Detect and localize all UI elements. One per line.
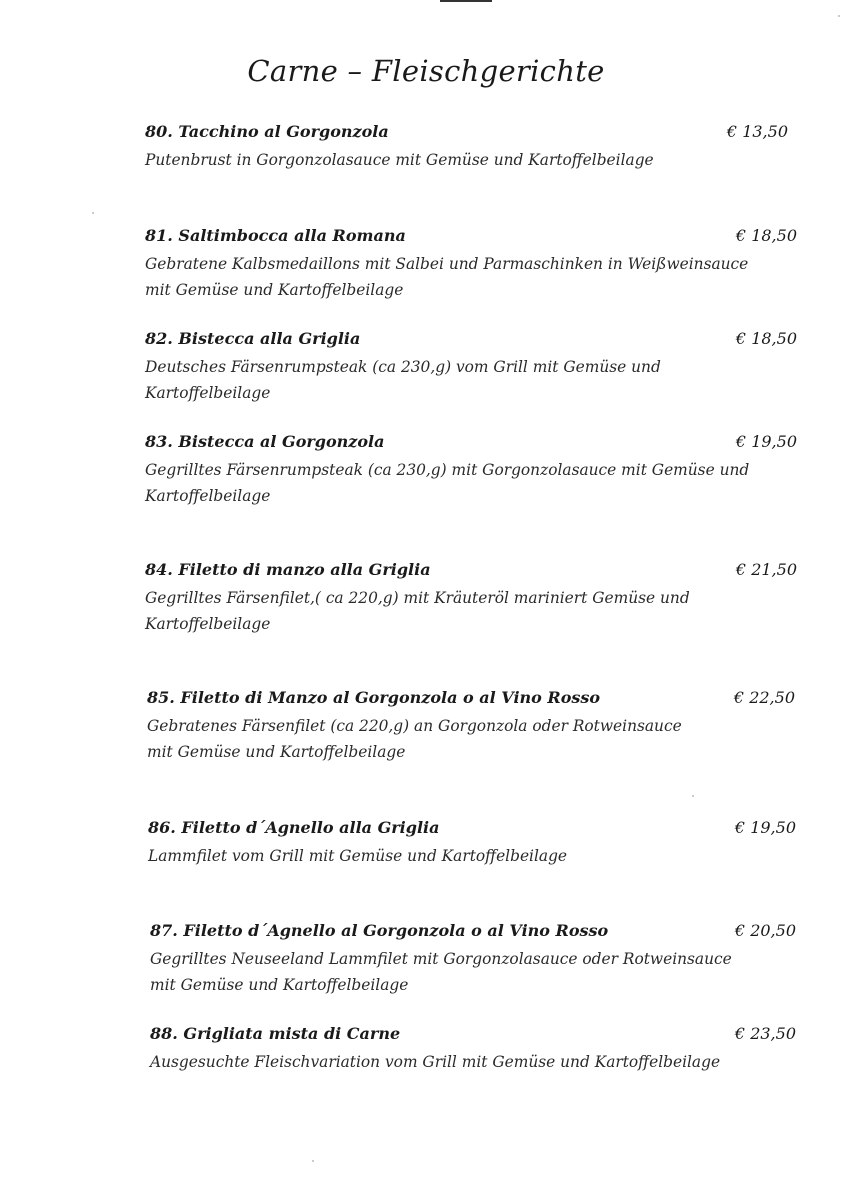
menu-item-description	[145, 585, 805, 637]
menu-item-description	[150, 1049, 810, 1075]
menu-item-description-line: Gegrilltes Färsenrumpsteak (ca 230,g) mit Gorgonzolasauce mit Gemüse und	[145, 461, 750, 479]
scan-edge-mark	[440, 0, 492, 2]
menu-item-description-line: mit Gemüse und Kartoffelbeilage	[150, 976, 409, 994]
menu-item-description-line: Ausgesuchte Fleischvariation vom Grill mit Gemüse und Kartoffelbeilage	[150, 1053, 721, 1071]
menu-item-price: € 19,50	[735, 432, 797, 451]
menu-item-description-line: Kartoffelbeilage	[145, 487, 271, 505]
menu-item-price: € 18,50	[735, 329, 797, 348]
menu-item-description	[145, 354, 805, 406]
scan-speck	[692, 795, 694, 797]
menu-item-description-line: Putenbrust in Gorgonzolasauce mit Gemüse und Kartoffelbeilage	[145, 151, 654, 169]
menu-item-price: € 22,50	[733, 688, 795, 707]
menu-item	[148, 818, 808, 869]
menu-item-description-line: Kartoffelbeilage	[145, 384, 271, 402]
menu-item-name: 87. Filetto d´Agnello al Gorgonzola o al Vino Rosso	[150, 921, 609, 940]
scan-speck	[92, 212, 94, 214]
menu-item-name: 80. Tacchino al Gorgonzola	[145, 122, 389, 141]
menu-item	[145, 560, 805, 637]
menu-item-description-line: Kartoffelbeilage	[145, 615, 271, 633]
menu-item-description	[145, 251, 805, 303]
scan-speck	[838, 15, 840, 17]
menu-item-name: 86. Filetto d´Agnello alla Griglia	[148, 818, 440, 837]
menu-item-description	[147, 713, 807, 765]
menu-item-description	[148, 843, 808, 869]
menu-item-description-line: mit Gemüse und Kartoffelbeilage	[145, 281, 404, 299]
menu-item-description-line: Gebratenes Färsenfilet (ca 220,g) an Gorgonzola oder Rotweinsauce	[147, 717, 682, 735]
menu-item-description	[145, 457, 805, 509]
menu-item-description	[150, 946, 810, 998]
menu-item-price: € 23,50	[734, 1024, 796, 1043]
menu-item	[145, 432, 805, 509]
menu-item-price: € 19,50	[734, 818, 796, 837]
menu-item	[145, 122, 805, 173]
menu-item-price: € 21,50	[735, 560, 797, 579]
menu-item-price: € 18,50	[735, 226, 797, 245]
menu-item-name: 83. Bistecca al Gorgonzola	[145, 432, 385, 451]
menu-item	[147, 688, 807, 765]
menu-item	[150, 1024, 810, 1075]
menu-item-description-line: mit Gemüse und Kartoffelbeilage	[147, 743, 406, 761]
menu-item	[145, 329, 805, 406]
menu-item-description-line: Gegrilltes Färsenfilet,( ca 220,g) mit Kräuteröl mariniert Gemüse und	[145, 589, 690, 607]
menu-item-name: 84. Filetto di manzo alla Griglia	[145, 560, 431, 579]
menu-item-price: € 20,50	[734, 921, 796, 940]
menu-item-description-line: Gegrilltes Neuseeland Lammfilet mit Gorgonzolasauce oder Rotweinsauce	[150, 950, 732, 968]
menu-item-description-line: Deutsches Färsenrumpsteak (ca 230,g) vom Grill mit Gemüse und	[145, 358, 661, 376]
menu-item-description-line: Lammfilet vom Grill mit Gemüse und Kartoffelbeilage	[148, 847, 568, 865]
menu-item-price: € 13,50	[726, 122, 788, 141]
menu-item-description-line: Gebratene Kalbsmedaillons mit Salbei und Parmaschinken in Weißweinsauce	[145, 255, 749, 273]
menu-item-description	[145, 147, 805, 173]
page-title: Carne – Fleischgerichte	[247, 54, 605, 88]
menu-item-name: 82. Bistecca alla Griglia	[145, 329, 361, 348]
scan-speck	[312, 1160, 314, 1162]
menu-item-name: 85. Filetto di Manzo al Gorgonzola o al Vino Rosso	[147, 688, 601, 707]
menu-item	[150, 921, 810, 998]
menu-item-name: 81. Saltimbocca alla Romana	[145, 226, 406, 245]
menu-item-name: 88. Grigliata mista di Carne	[150, 1024, 401, 1043]
menu-item	[145, 226, 805, 303]
